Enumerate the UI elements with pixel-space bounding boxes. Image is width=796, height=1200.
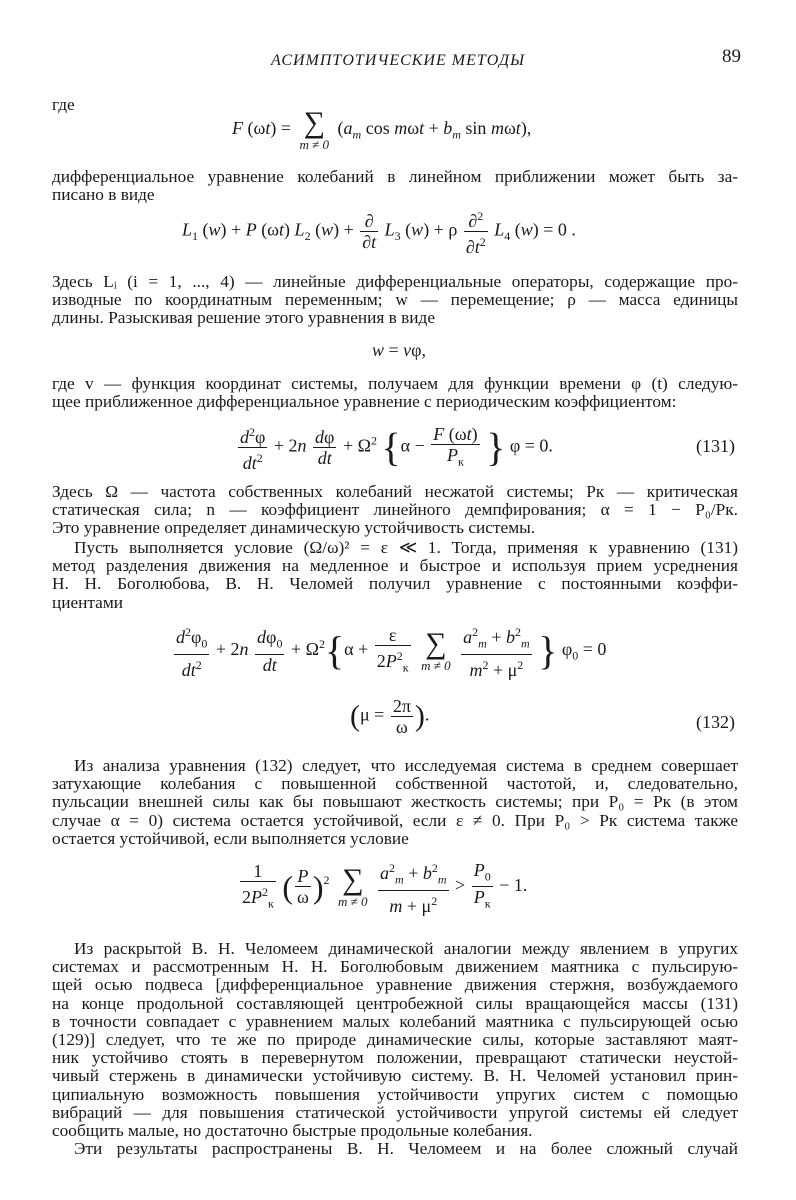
text-line: сообщить малые, но достаточно быстрые продольные колебания. [52, 1120, 533, 1140]
text-line: Здесь Lᵢ (i = 1, ..., 4) — линейные дифференциальные операторы, содержащие про- [52, 272, 738, 291]
text-line: ник устойчиво стоять в перевернутом положении, превращают статически неустой- [52, 1048, 738, 1068]
text-line: системах и рассмотренным Н. Н. Боголюбовым движением маятника с пульсирую- [52, 957, 738, 977]
paragraph-analysis-132 [52, 757, 738, 848]
paragraph-operators-description [52, 273, 738, 328]
running-header-title: АСИМПТОТИЧЕСКИЕ МЕТОДЫ [270, 52, 526, 69]
equation-131: $\frac{d^2\varphi}{dt^2}$ + 2n $\frac{d\varphi}{dt}$ + $\Omega^2$ {α − $\frac{F (\omega t)}{P_к}$ } φ = 0. [240, 423, 553, 473]
text-line: где v — функция координат системы, получаем для функции времени φ (t) следую- [52, 374, 738, 393]
text-line: Из анализа уравнения (132) следует, что исследуемая система в среднем совершает [74, 756, 738, 775]
text-line: чивый стержень в динамически устойчивую систему. В. Н. Челомей установил прин- [52, 1066, 738, 1086]
paragraph-symbols-131 [52, 483, 738, 538]
text-line: остается устойчивой, если выполняется условие [52, 828, 409, 848]
paragraph-time-function [52, 375, 738, 411]
text-line: где [52, 95, 75, 114]
text-line: на конце продольной составляющей центробежной силы вращающейся массы (131) [52, 993, 738, 1013]
page-number: 89 [722, 46, 741, 67]
equation-stability-condition: $\frac{1}{2P^2_к}$ ( $\frac{P}{\omega}$ )$^2$ ∑ m ≠ 0 $\frac{a^2_m + b^2_m}{m + \mu^2}$ > $\frac{P_0}{P_к}$ − 1. [242, 859, 528, 916]
paragraph-linear-approx [52, 168, 738, 204]
text-line: статическая сила; n — коэффициент линейного демпфирования; α = 1 − P₀/Pк. [52, 500, 738, 520]
equation-mu: (μ = $\frac{2\pi}{\omega}$ ). [350, 696, 430, 737]
text-line: циентами [52, 592, 124, 612]
text-line: Пусть выполняется условие (Ω/ω)² = ε ≪ 1. Тогда, применяя к уравнению (131) [74, 538, 738, 557]
paragraph-dynamic-analogy [52, 940, 738, 1140]
text-line: дифференциальное уравнение колебаний в линейном приближении может быть за- [52, 167, 738, 186]
text-line: вибраций — для повышения статической устойчивости упругой системы ей следует [52, 1102, 738, 1122]
text-line: ципиальную возможность повышения устойчивости упругих систем с помощью [52, 1084, 738, 1104]
equation-fourier-series: F (ωt) = ∑ m ≠ 0 ($a_m$ $\cos m\omega t + b_m$ sin mωt), [232, 106, 532, 152]
text-line: (129)] следует, что те же по природе динамические силы, которые заставляют маят- [52, 1029, 738, 1049]
text-line: случае α = 0) система остается устойчивой, если ε ≠ 0. При P₀ > Pк система также [52, 810, 738, 830]
text-line: Н. Н. Боголюбова, В. Н. Челомей получил уравнение с постоянными коэффи- [52, 574, 738, 594]
text-line: метод разделения движения на медленное и быстрое и используя прием усреднения [52, 556, 738, 576]
text-line: Из раскрытой В. Н. Челомеем динамической аналогии между явлением в упругих [74, 939, 738, 958]
text-line: писано в виде [52, 185, 155, 205]
text-line: Это уравнение определяет динамическую устойчивость системы. [52, 518, 536, 538]
equation-132: $\frac{d^2\varphi_0}{dt^2}$ + 2n $\frac{d\varphi_0}{dt}$ + $\Omega^2\{\alpha$ + $\frac{\varepsilon}{2P^2_к}$ ∑ m ≠ 0 $\frac{a^2_m + b^2_m}{m^2 + \mu^2}$ } $\varphi_0 = 0$ [172, 622, 606, 680]
text-line: Здесь Ω — частота собственных колебаний несжатой системы; Pк — критическая [52, 482, 738, 501]
equation-operators: $L_1$ (w) + P (ωt) $L_2$ (w) + $\frac{\partial}{\partial t}$ $L_3$ (w) + ρ $\frac{\partial^2}{\partial t^2}$ $L_4$ (w) = 0 . [182, 206, 576, 257]
paragraph-extension [52, 1140, 738, 1158]
text-line: затухающие колебания с повышенной собственной частотой, и, следовательно, [52, 774, 738, 794]
text-line: пульсации внешней силы как бы повышают жесткость системы; при P₀ = Pк (в этом [52, 792, 738, 812]
text-line: изводные по координатным переменным; w — перемещение; ρ — масса единицы [52, 290, 738, 310]
text-line: в точности совпадает с уравнением малых колебаний маятника с пульсирующей осью [52, 1011, 738, 1031]
text-line: щей осью подвеса [дифференциальное уравнение движения стержня, возбуждаемого [52, 975, 738, 995]
sum-subscript: m ≠ 0 [299, 137, 330, 152]
text-line: Эти результаты распространены В. Н. Челомеем и на более сложный случай [74, 1139, 738, 1158]
equation-number-131: (131) [696, 436, 735, 456]
equation-substitution: w = vφ, [372, 340, 427, 360]
text-line: длины. Разыскивая решение этого уравнения в виде [52, 308, 435, 328]
text-line: щее приближенное дифференциальное уравнение с периодическим коэффициентом: [52, 392, 677, 412]
paragraph-averaging-method [52, 539, 738, 612]
equation-number-132: (132) [696, 712, 735, 732]
